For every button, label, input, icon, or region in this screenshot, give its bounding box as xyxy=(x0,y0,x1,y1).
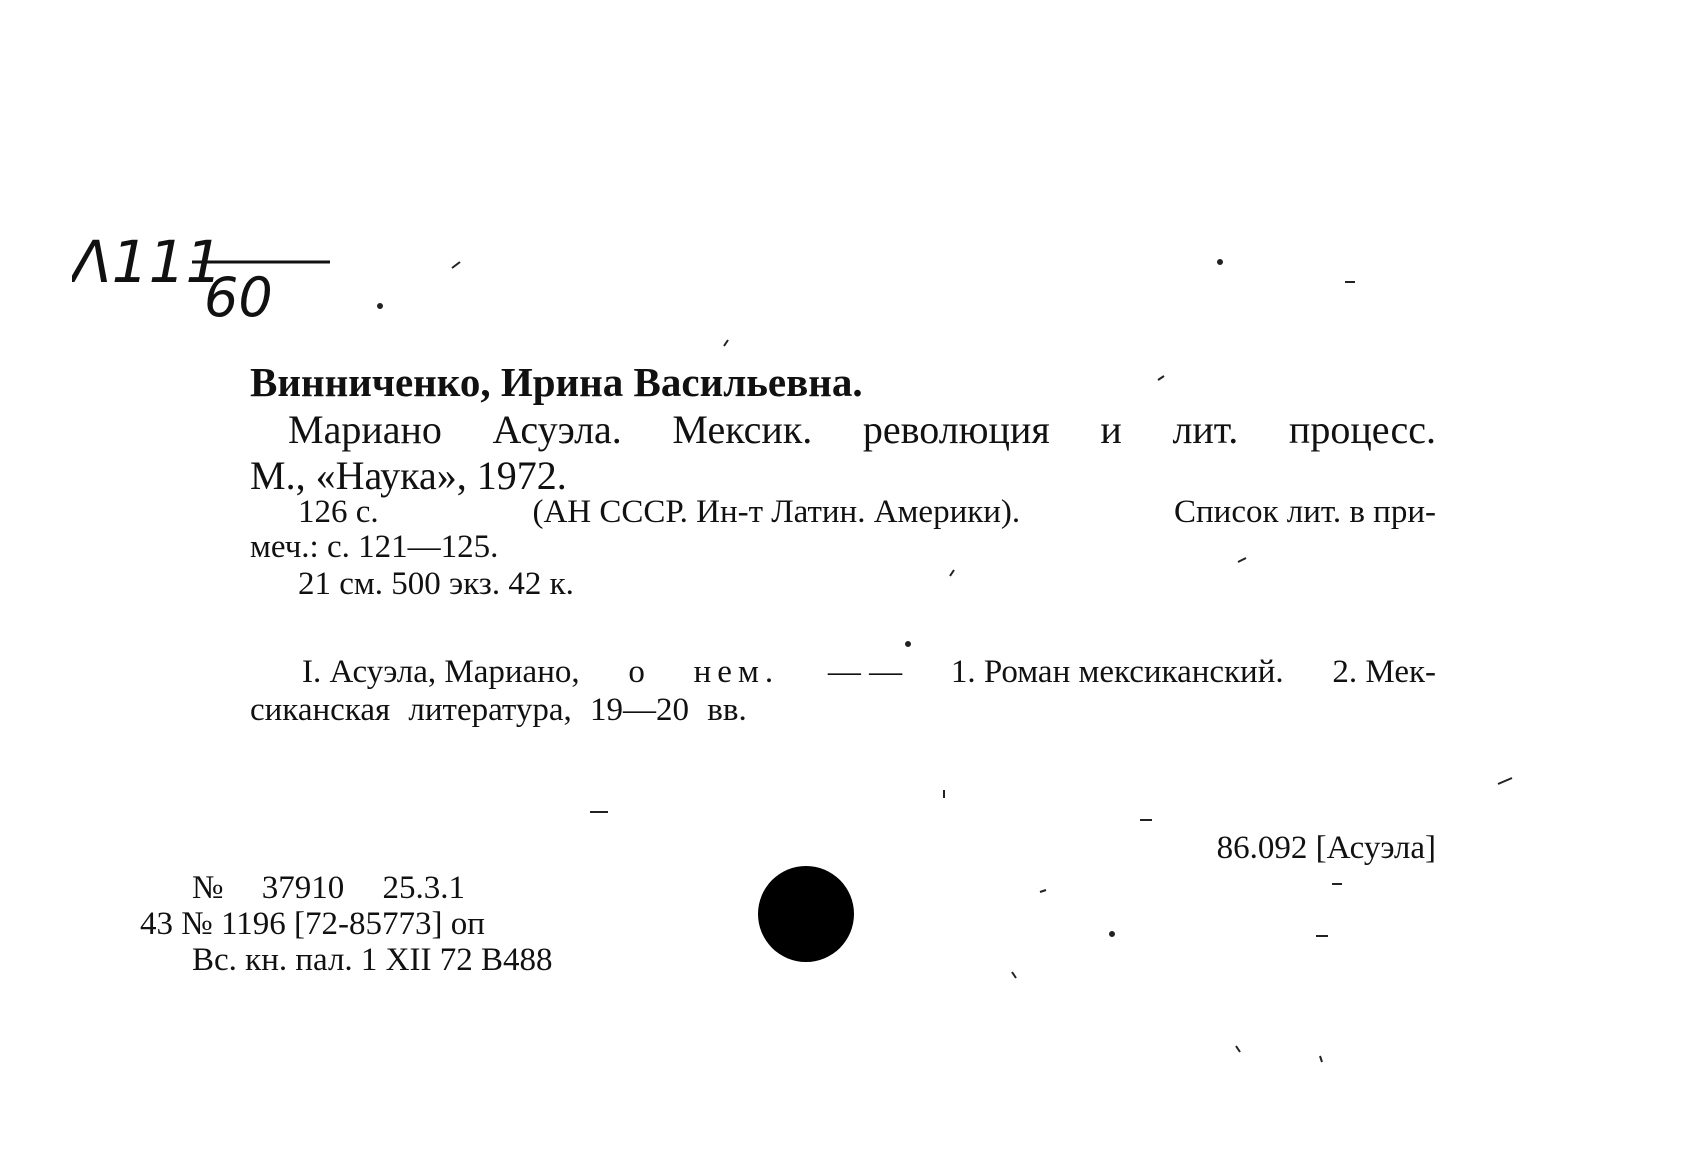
subject-part: 1. Роман мексиканский. xyxy=(950,654,1284,690)
subject-part: — — xyxy=(827,654,903,690)
title-word: Асуэла. xyxy=(492,407,622,452)
title-word: и xyxy=(1100,407,1122,452)
collation-continuation: меч.: с. 121—125. xyxy=(250,529,499,565)
title-word: процесс. xyxy=(1288,407,1436,452)
size-and-price: 21 см. 500 экз. 42 к. xyxy=(298,566,574,602)
subject-part: I. Асуэла, Мариано, xyxy=(302,654,580,690)
printer-line-1: № 37910 25.3.1 xyxy=(192,870,465,906)
subject-continuation: сиканская литература, 19—20 вв. xyxy=(250,692,747,728)
subject-part: о xyxy=(628,654,645,690)
collation-bibliography: Список лит. в при- xyxy=(1174,494,1436,530)
title-word: лит. xyxy=(1172,407,1239,452)
printer-line-3: Вс. кн. пал. 1 XII 72 B488 xyxy=(192,942,553,978)
title-word: революция xyxy=(862,407,1050,452)
subject-part: нем. xyxy=(693,654,780,690)
collation-pages: 126 с. xyxy=(298,494,379,530)
title-word: Мариано xyxy=(288,407,442,452)
subject-part: 2. Мек- xyxy=(1332,654,1436,690)
shelfmark-main: Λ111 xyxy=(72,228,223,296)
shelfmark-number: 60 xyxy=(204,266,273,329)
classification-number: 86.092 [Асуэла] xyxy=(1216,830,1436,866)
imprint: М., «Наука», 1972. xyxy=(250,453,567,498)
author-heading: Винниченко, Ирина Васильевна. xyxy=(250,359,863,405)
printer-line-2: 43 № 1196 [72-85773] оп xyxy=(140,906,485,942)
title-word: Мексик. xyxy=(672,407,813,452)
collation-series: (АН СССР. Ин-т Латин. Америки). xyxy=(532,494,1021,530)
